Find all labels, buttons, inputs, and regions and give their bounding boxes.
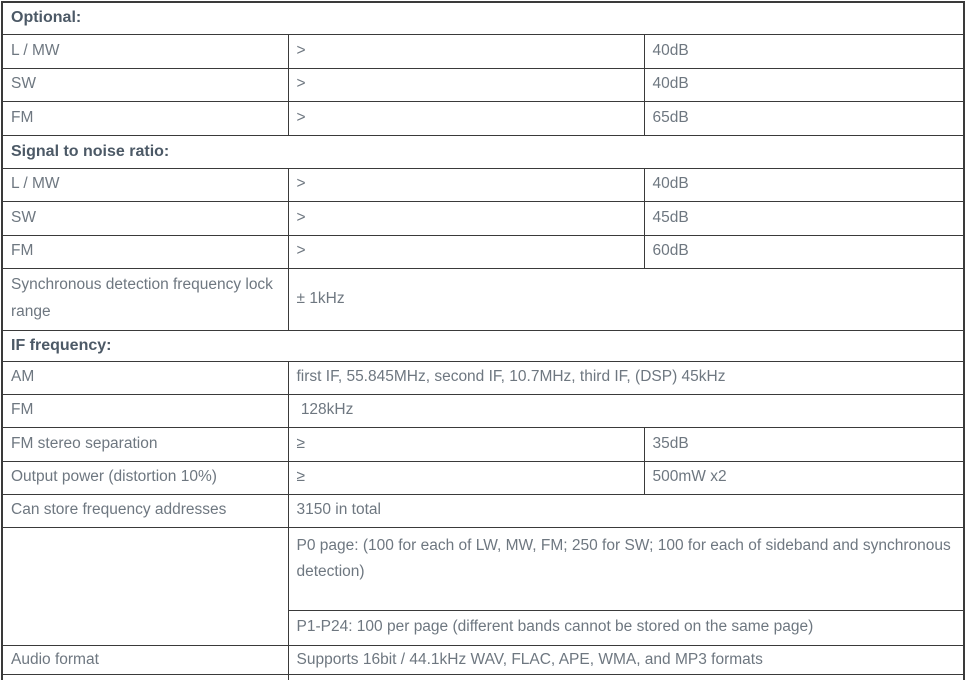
section-row bbox=[2, 135, 964, 168]
spec-operator-cell: ≥ bbox=[288, 461, 644, 494]
spec-label-cell: FM bbox=[2, 394, 288, 427]
spec-operator-cell: > bbox=[288, 68, 644, 101]
spec-label-cell: Output power (distortion 10%) bbox=[2, 461, 288, 494]
spec-value-cell: 40dB bbox=[644, 34, 964, 68]
spec-row bbox=[2, 494, 964, 527]
section-label-cell: IF frequency: bbox=[2, 330, 964, 361]
spec-value-cell: 3150 in total bbox=[288, 494, 964, 527]
spec-value-cell: first IF, 55.845MHz, second IF, 10.7MHz, third IF, (DSP) 45kHz bbox=[288, 361, 964, 394]
spec-row bbox=[2, 101, 964, 135]
spec-row bbox=[2, 68, 964, 101]
spec-label-cell: SW bbox=[2, 68, 288, 101]
spec-row bbox=[2, 235, 964, 268]
spec-row bbox=[2, 361, 964, 394]
spec-label-cell: Audio format bbox=[2, 645, 288, 675]
spec-operator-cell: > bbox=[288, 168, 644, 201]
spec-value-cell bbox=[288, 675, 964, 680]
spec-value-cell: ± 1kHz bbox=[288, 268, 964, 330]
spec-label-cell: Can store frequency addresses bbox=[2, 494, 288, 527]
spec-row bbox=[2, 394, 964, 427]
spec-label-cell: AM bbox=[2, 361, 288, 394]
spec-row bbox=[2, 645, 964, 675]
spec-value-cell: Supports 16bit / 44.1kHz WAV, FLAC, APE, WMA, and MP3 formats bbox=[288, 645, 964, 675]
spec-operator-cell: > bbox=[288, 101, 644, 135]
spec-label-cell: L / MW bbox=[2, 168, 288, 201]
spec-label-cell bbox=[2, 675, 288, 680]
spec-value-cell: P1-P24: 100 per page (different bands cannot be stored on the same page) bbox=[288, 610, 964, 645]
spec-label-cell: FM bbox=[2, 101, 288, 135]
spec-row bbox=[2, 268, 964, 330]
spec-operator-cell: > bbox=[288, 34, 644, 68]
spec-operator-cell: > bbox=[288, 201, 644, 235]
spec-label-cell bbox=[2, 527, 288, 645]
spec-row bbox=[2, 527, 964, 610]
specs-table-body bbox=[2, 2, 964, 680]
spec-operator-cell: ≥ bbox=[288, 427, 644, 461]
spec-value-cell: 60dB bbox=[644, 235, 964, 268]
spec-row bbox=[2, 201, 964, 235]
section-label-cell: Signal to noise ratio: bbox=[2, 135, 964, 168]
specs-table bbox=[1, 1, 965, 680]
spec-label-cell: FM stereo separation bbox=[2, 427, 288, 461]
spec-label-cell: Synchronous detection frequency lock range bbox=[2, 268, 288, 330]
spec-row bbox=[2, 675, 964, 680]
spec-operator-cell: > bbox=[288, 235, 644, 268]
spec-value-cell: 45dB bbox=[644, 201, 964, 235]
spec-value-cell: 40dB bbox=[644, 168, 964, 201]
spec-value-cell: 65dB bbox=[644, 101, 964, 135]
spec-row bbox=[2, 461, 964, 494]
spec-row bbox=[2, 34, 964, 68]
spec-label-cell: SW bbox=[2, 201, 288, 235]
spec-row bbox=[2, 427, 964, 461]
section-row bbox=[2, 330, 964, 361]
spec-value-cell: 128kHz bbox=[288, 394, 964, 427]
spec-value-cell: 500mW x2 bbox=[644, 461, 964, 494]
spec-label-cell: FM bbox=[2, 235, 288, 268]
spec-value-cell: 35dB bbox=[644, 427, 964, 461]
section-label-cell: Optional: bbox=[2, 2, 964, 34]
spec-row bbox=[2, 168, 964, 201]
spec-value-cell: 40dB bbox=[644, 68, 964, 101]
spec-label-cell: L / MW bbox=[2, 34, 288, 68]
spec-value-cell: P0 page: (100 for each of LW, MW, FM; 250 for SW; 100 for each of sideband and synchronous detection) bbox=[288, 527, 964, 610]
section-row bbox=[2, 2, 964, 34]
